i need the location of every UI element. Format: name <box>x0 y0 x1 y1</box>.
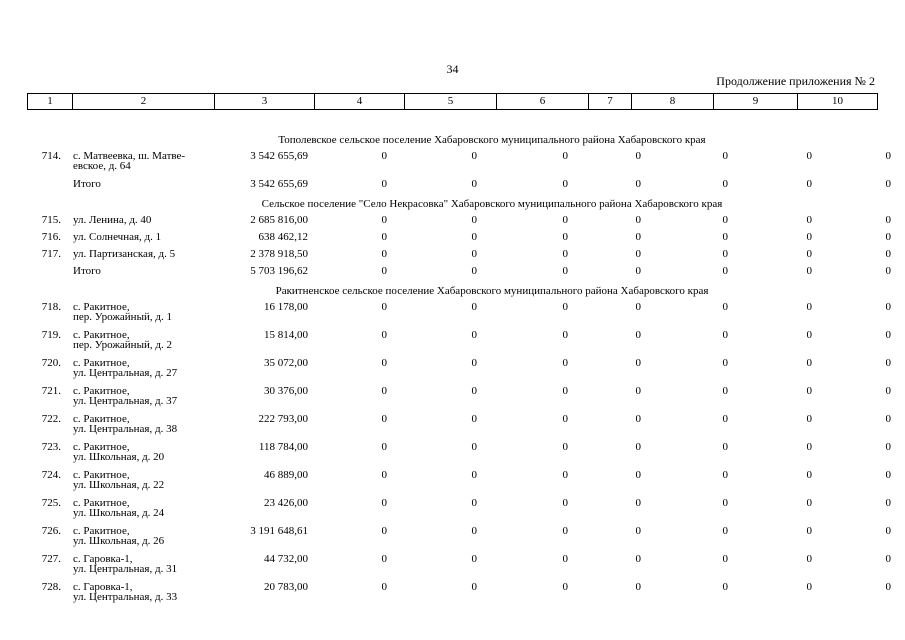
table-row <box>27 265 891 283</box>
address-line-1: с. Ракитное, <box>73 469 130 481</box>
amount-cell: 15 814,00 <box>264 329 308 341</box>
zero-cell: 0 <box>562 265 568 277</box>
zero-cell: 0 <box>806 553 812 565</box>
row-number: 724. <box>41 469 61 481</box>
zero-cell: 0 <box>635 248 641 260</box>
zero-cell: 0 <box>381 329 387 341</box>
zero-cell: 0 <box>806 301 812 313</box>
zero-cell: 0 <box>635 265 641 277</box>
row-number: 717. <box>41 248 61 260</box>
row-number: 718. <box>41 301 61 313</box>
zero-cell: 0 <box>885 231 891 243</box>
zero-cell: 0 <box>562 525 568 537</box>
zero-cell: 0 <box>635 441 641 453</box>
zero-cell: 0 <box>381 553 387 565</box>
address-line-1: ул. Ленина, д. 40 <box>73 214 152 226</box>
zero-cell: 0 <box>806 357 812 369</box>
amount-cell: 118 784,00 <box>258 441 308 453</box>
table-row <box>27 357 891 386</box>
zero-cell: 0 <box>562 301 568 313</box>
amount-cell: 3 191 648,61 <box>250 525 308 537</box>
zero-cell: 0 <box>381 469 387 481</box>
zero-cell: 0 <box>471 413 477 425</box>
row-number: 715. <box>41 214 61 226</box>
zero-cell: 0 <box>562 214 568 226</box>
table-row <box>27 441 891 470</box>
address-line-2: ул. Центральная, д. 37 <box>73 395 178 407</box>
zero-cell: 0 <box>635 231 641 243</box>
data-rows <box>27 132 891 610</box>
zero-cell: 0 <box>722 357 728 369</box>
zero-cell: 0 <box>885 581 891 593</box>
zero-cell: 0 <box>471 385 477 397</box>
zero-cell: 0 <box>885 329 891 341</box>
zero-cell: 0 <box>722 469 728 481</box>
column-header-7: 7 <box>589 94 632 110</box>
address-line-1: с. Ракитное, <box>73 441 130 453</box>
address-cell <box>73 442 233 462</box>
table-row <box>27 214 891 232</box>
table-row <box>27 385 891 414</box>
zero-cell: 0 <box>722 413 728 425</box>
address-line-1: с. Ракитное, <box>73 301 130 313</box>
row-number: 723. <box>41 441 61 453</box>
zero-cell: 0 <box>562 553 568 565</box>
zero-cell: 0 <box>471 441 477 453</box>
section-heading: Сельское поселение "Село Некрасовка" Хабаровского муниципального района Хабаровского края <box>261 198 723 210</box>
zero-cell: 0 <box>562 413 568 425</box>
zero-cell: 0 <box>471 553 477 565</box>
zero-cell: 0 <box>381 265 387 277</box>
zero-cell: 0 <box>806 581 812 593</box>
address-cell <box>73 330 233 350</box>
address-cell <box>73 249 233 259</box>
address-line-2: ул. Школьная, д. 26 <box>73 535 165 547</box>
address-line-1: с. Матвеевка, ш. Матве- <box>73 150 186 162</box>
zero-cell: 0 <box>471 329 477 341</box>
zero-cell: 0 <box>562 385 568 397</box>
zero-cell: 0 <box>381 301 387 313</box>
zero-cell: 0 <box>471 265 477 277</box>
zero-cell: 0 <box>806 441 812 453</box>
zero-cell: 0 <box>722 214 728 226</box>
zero-cell: 0 <box>806 413 812 425</box>
zero-cell: 0 <box>635 301 641 313</box>
zero-cell: 0 <box>885 357 891 369</box>
continuation-label: Продолжение приложения № 2 <box>716 74 875 88</box>
address-line-1: с. Ракитное, <box>73 385 130 397</box>
zero-cell: 0 <box>471 301 477 313</box>
amount-cell: 2 685 816,00 <box>250 214 308 226</box>
zero-cell: 0 <box>722 329 728 341</box>
zero-cell: 0 <box>806 248 812 260</box>
zero-cell: 0 <box>471 469 477 481</box>
table-row <box>27 248 891 266</box>
address-line-1: Итого <box>73 178 101 190</box>
amount-cell: 5 703 196,62 <box>250 265 308 277</box>
zero-cell: 0 <box>381 248 387 260</box>
column-header-9: 9 <box>714 94 798 110</box>
row-number: 725. <box>41 497 61 509</box>
table-row <box>27 150 891 179</box>
zero-cell: 0 <box>722 497 728 509</box>
amount-cell: 44 732,00 <box>264 553 308 565</box>
address-line-1: с. Ракитное, <box>73 357 130 369</box>
row-number: 714. <box>41 150 61 162</box>
zero-cell: 0 <box>885 413 891 425</box>
zero-cell: 0 <box>722 301 728 313</box>
amount-cell: 46 889,00 <box>264 469 308 481</box>
zero-cell: 0 <box>722 150 728 162</box>
section-heading: Тополевское сельское поселение Хабаровского муниципального района Хабаровского края <box>278 134 706 146</box>
zero-cell: 0 <box>635 385 641 397</box>
row-number: 716. <box>41 231 61 243</box>
amount-cell: 3 542 655,69 <box>250 178 308 190</box>
zero-cell: 0 <box>635 469 641 481</box>
zero-cell: 0 <box>806 265 812 277</box>
address-line-1: с. Гаровка-1, <box>73 553 133 565</box>
address-cell <box>73 179 233 189</box>
zero-cell: 0 <box>562 469 568 481</box>
zero-cell: 0 <box>562 231 568 243</box>
column-header-4: 4 <box>315 94 405 110</box>
address-line-2: ул. Центральная, д. 38 <box>73 423 178 435</box>
zero-cell: 0 <box>722 231 728 243</box>
zero-cell: 0 <box>635 329 641 341</box>
amount-cell: 20 783,00 <box>264 581 308 593</box>
zero-cell: 0 <box>562 150 568 162</box>
zero-cell: 0 <box>471 525 477 537</box>
address-cell <box>73 554 233 574</box>
column-header-8: 8 <box>632 94 714 110</box>
address-line-1: ул. Партизанская, д. 5 <box>73 248 176 260</box>
amount-cell: 222 793,00 <box>258 413 308 425</box>
zero-cell: 0 <box>806 231 812 243</box>
row-number: 727. <box>41 553 61 565</box>
zero-cell: 0 <box>635 497 641 509</box>
address-line-2: ул. Центральная, д. 33 <box>73 591 178 603</box>
zero-cell: 0 <box>635 150 641 162</box>
column-header-6: 6 <box>497 94 589 110</box>
zero-cell: 0 <box>806 525 812 537</box>
zero-cell: 0 <box>885 497 891 509</box>
address-cell <box>73 266 233 276</box>
table-row <box>27 301 891 330</box>
section-heading: Ракитненское сельское поселение Хабаровского муниципального района Хабаровского края <box>275 285 709 297</box>
address-cell <box>73 232 233 242</box>
zero-cell: 0 <box>885 265 891 277</box>
address-line-1: с. Ракитное, <box>73 525 130 537</box>
zero-cell: 0 <box>471 178 477 190</box>
amount-cell: 638 462,12 <box>258 231 308 243</box>
table-row <box>27 413 891 442</box>
table-row <box>27 525 891 554</box>
address-cell <box>73 498 233 518</box>
address-line-2: ул. Центральная, д. 27 <box>73 367 178 379</box>
address-cell <box>73 151 233 171</box>
address-cell <box>73 526 233 546</box>
table-row <box>27 469 891 498</box>
table-row <box>27 231 891 249</box>
amount-cell: 23 426,00 <box>264 497 308 509</box>
zero-cell: 0 <box>885 469 891 481</box>
zero-cell: 0 <box>381 214 387 226</box>
table-row <box>27 329 891 358</box>
address-cell <box>73 302 233 322</box>
address-line-1: с. Ракитное, <box>73 413 130 425</box>
table-row <box>27 178 891 196</box>
amount-cell: 35 072,00 <box>264 357 308 369</box>
zero-cell: 0 <box>885 441 891 453</box>
address-line-2: евское, д. 64 <box>73 160 131 172</box>
address-cell <box>73 414 233 434</box>
column-header-table <box>27 93 878 110</box>
zero-cell: 0 <box>635 413 641 425</box>
zero-cell: 0 <box>722 553 728 565</box>
zero-cell: 0 <box>381 497 387 509</box>
address-cell <box>73 386 233 406</box>
address-line-2: ул. Школьная, д. 20 <box>73 451 165 463</box>
zero-cell: 0 <box>381 413 387 425</box>
zero-cell: 0 <box>722 525 728 537</box>
zero-cell: 0 <box>381 525 387 537</box>
address-cell <box>73 215 233 225</box>
table-row <box>27 581 891 610</box>
column-header-row <box>28 94 878 110</box>
amount-cell: 30 376,00 <box>264 385 308 397</box>
zero-cell: 0 <box>722 248 728 260</box>
address-line-2: пер. Урожайный, д. 2 <box>73 339 172 351</box>
zero-cell: 0 <box>635 525 641 537</box>
zero-cell: 0 <box>562 581 568 593</box>
column-header-3: 3 <box>215 94 315 110</box>
zero-cell: 0 <box>806 469 812 481</box>
zero-cell: 0 <box>885 214 891 226</box>
address-line-1: с. Гаровка-1, <box>73 581 133 593</box>
zero-cell: 0 <box>381 231 387 243</box>
zero-cell: 0 <box>635 581 641 593</box>
zero-cell: 0 <box>471 150 477 162</box>
address-line-1: с. Ракитное, <box>73 497 130 509</box>
zero-cell: 0 <box>471 497 477 509</box>
amount-cell: 3 542 655,69 <box>250 150 308 162</box>
zero-cell: 0 <box>381 178 387 190</box>
zero-cell: 0 <box>471 581 477 593</box>
zero-cell: 0 <box>722 178 728 190</box>
zero-cell: 0 <box>806 385 812 397</box>
zero-cell: 0 <box>806 150 812 162</box>
address-line-2: ул. Центральная, д. 31 <box>73 563 178 575</box>
address-cell <box>73 582 233 602</box>
zero-cell: 0 <box>722 265 728 277</box>
address-line-1: Итого <box>73 265 101 277</box>
zero-cell: 0 <box>562 357 568 369</box>
zero-cell: 0 <box>381 385 387 397</box>
zero-cell: 0 <box>722 385 728 397</box>
zero-cell: 0 <box>885 385 891 397</box>
zero-cell: 0 <box>635 553 641 565</box>
row-number: 722. <box>41 413 61 425</box>
column-header-1: 1 <box>28 94 73 110</box>
zero-cell: 0 <box>885 178 891 190</box>
zero-cell: 0 <box>562 441 568 453</box>
column-header-5: 5 <box>405 94 497 110</box>
zero-cell: 0 <box>471 357 477 369</box>
zero-cell: 0 <box>381 441 387 453</box>
address-line-2: ул. Школьная, д. 24 <box>73 507 165 519</box>
zero-cell: 0 <box>806 497 812 509</box>
zero-cell: 0 <box>635 214 641 226</box>
row-number: 728. <box>41 581 61 593</box>
address-line-1: ул. Солнечная, д. 1 <box>73 231 162 243</box>
zero-cell: 0 <box>562 178 568 190</box>
column-header-10: 10 <box>798 94 878 110</box>
zero-cell: 0 <box>471 248 477 260</box>
address-line-2: ул. Школьная, д. 22 <box>73 479 165 491</box>
zero-cell: 0 <box>722 581 728 593</box>
zero-cell: 0 <box>381 357 387 369</box>
zero-cell: 0 <box>381 150 387 162</box>
amount-cell: 16 178,00 <box>264 301 308 313</box>
address-cell <box>73 470 233 490</box>
table-row <box>27 497 891 526</box>
row-number: 721. <box>41 385 61 397</box>
amount-cell: 2 378 918,50 <box>250 248 308 260</box>
address-line-2: пер. Урожайный, д. 1 <box>73 311 172 323</box>
zero-cell: 0 <box>562 497 568 509</box>
zero-cell: 0 <box>885 150 891 162</box>
zero-cell: 0 <box>885 525 891 537</box>
address-cell <box>73 358 233 378</box>
zero-cell: 0 <box>806 178 812 190</box>
page-number: 34 <box>446 62 459 76</box>
zero-cell: 0 <box>806 329 812 341</box>
zero-cell: 0 <box>471 231 477 243</box>
table-row <box>27 553 891 582</box>
zero-cell: 0 <box>806 214 812 226</box>
zero-cell: 0 <box>722 441 728 453</box>
zero-cell: 0 <box>471 214 477 226</box>
zero-cell: 0 <box>562 329 568 341</box>
zero-cell: 0 <box>885 553 891 565</box>
row-number: 726. <box>41 525 61 537</box>
zero-cell: 0 <box>562 248 568 260</box>
column-header-2: 2 <box>73 94 215 110</box>
row-number: 719. <box>41 329 61 341</box>
zero-cell: 0 <box>885 301 891 313</box>
zero-cell: 0 <box>381 581 387 593</box>
row-number: 720. <box>41 357 61 369</box>
zero-cell: 0 <box>635 178 641 190</box>
address-line-1: с. Ракитное, <box>73 329 130 341</box>
zero-cell: 0 <box>635 357 641 369</box>
zero-cell: 0 <box>885 248 891 260</box>
